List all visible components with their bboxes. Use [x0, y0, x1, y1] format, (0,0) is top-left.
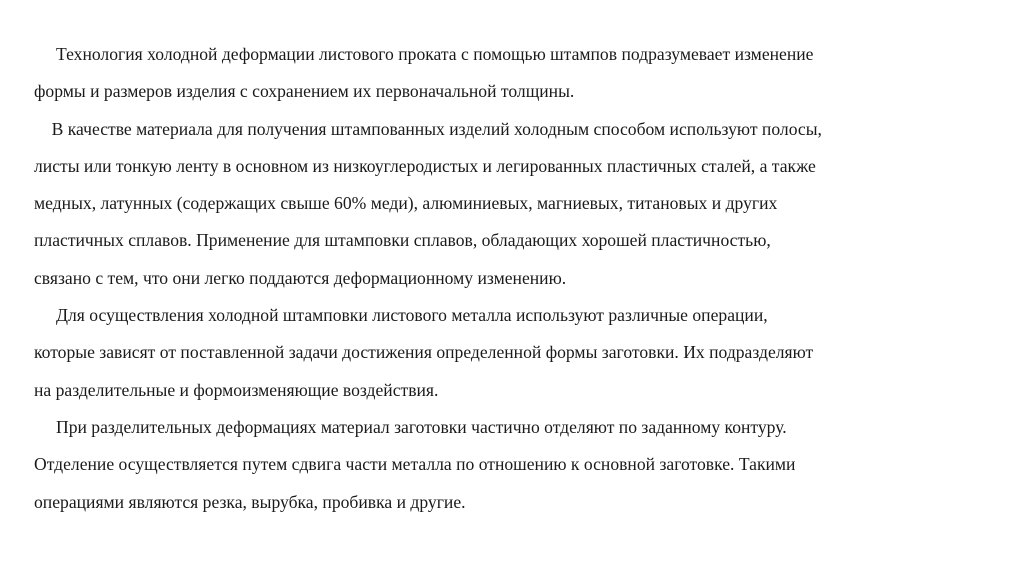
text-line: В качестве материала для получения штампованных изделий холодным способом используют полосы,: [34, 118, 822, 139]
text-line: операциями являются резка, вырубка, пробивка и другие.: [34, 491, 466, 512]
text-line: Отделение осуществляется путем сдвига части металла по отношению к основной заготовке. Такими: [34, 454, 796, 475]
body-text: [34, 36, 994, 521]
text-line: на разделительные и формоизменяющие воздействия.: [34, 379, 439, 400]
text-line: медных, латунных (содержащих свыше 60% меди), алюминиевых, магниевых, титановых и других: [34, 193, 778, 214]
text-line: связано с тем, что они легко поддаются деформационному изменению.: [34, 267, 567, 288]
text-line: При разделительных деформациях материал заготовки частично отделяют по заданному контуру.: [34, 416, 787, 437]
text-line: Технология холодной деформации листового проката с помощью штампов подразумевает изменение: [34, 44, 814, 64]
text-line: которые зависят от поставленной задачи достижения определенной формы заготовки. Их подразделяют: [34, 342, 814, 363]
text-line: формы и размеров изделия с сохранением их первоначальной толщины.: [34, 81, 575, 102]
text-line: пластичных сплавов. Применение для штамповки сплавов, обладающих хорошей пластичностью,: [34, 230, 771, 251]
text-line: Для осуществления холодной штамповки листового металла используют различные операции,: [34, 305, 768, 326]
text-line: листы или тонкую ленту в основном из низкоуглеродистых и легированных пластичных сталей, а также: [34, 155, 816, 176]
